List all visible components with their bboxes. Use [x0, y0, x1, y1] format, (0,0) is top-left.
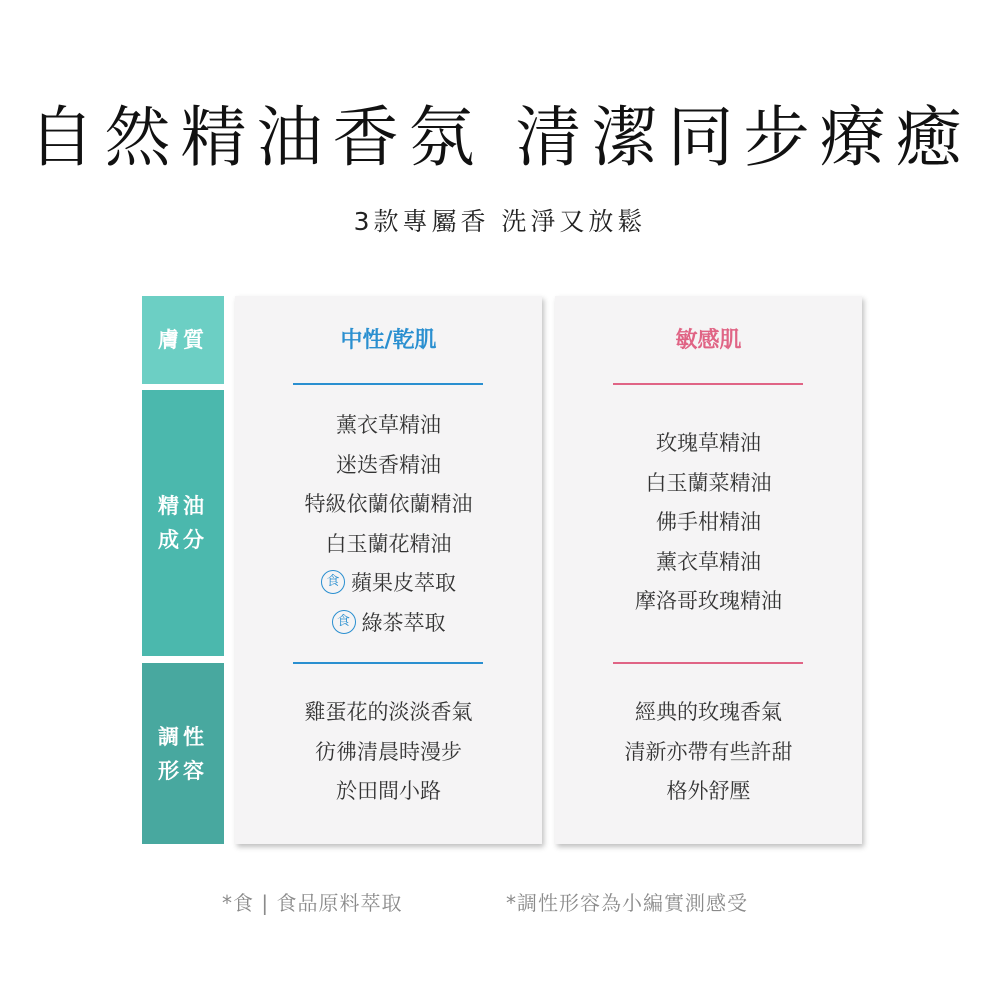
column-sensitive-skin	[555, 296, 862, 844]
footnote-scent-note: *調性形容為小編實測感受	[506, 891, 748, 915]
list-item: 彷彿清晨時漫步	[315, 739, 462, 764]
oil-list	[555, 424, 862, 622]
oil-name: 薰衣草精油	[336, 413, 441, 437]
list-item: 清新亦帶有些許甜	[624, 739, 793, 764]
footnote-food-grade: *食 | 食品原料萃取	[222, 891, 403, 915]
food-grade-icon: 食	[321, 570, 345, 594]
row-label-scent-line-1: 調性	[158, 724, 208, 749]
headline: 自然精油香氛 清潔同步療癒	[28, 99, 972, 176]
oil-name: 白玉蘭花精油	[325, 531, 452, 556]
list-item	[235, 564, 542, 604]
column-title: 敏感肌	[675, 328, 742, 353]
list-item	[235, 406, 542, 446]
list-item: 白玉蘭菜精油	[645, 470, 772, 495]
divider	[293, 383, 483, 385]
list-item	[235, 604, 542, 644]
list-item: 玫瑰草精油	[656, 431, 761, 455]
oil-name: 迷迭香精油	[336, 452, 441, 477]
divider	[613, 383, 803, 385]
list-item: 格外舒壓	[666, 779, 751, 803]
subheadline: 3款專屬香 洗淨又放鬆	[353, 207, 647, 236]
row-label-oils-line-1: 精油	[158, 494, 208, 518]
list-item: 薰衣草精油	[656, 549, 761, 574]
scent-description	[235, 693, 542, 812]
oil-name: 綠茶萃取	[361, 610, 446, 635]
row-label-oils	[142, 390, 224, 656]
food-grade-icon: 食	[332, 610, 356, 634]
row-label-scent-line-2: 形容	[158, 758, 208, 783]
oil-name: 特級依蘭依蘭精油	[304, 492, 473, 516]
column-title: 中性/乾肌	[340, 328, 437, 353]
divider	[293, 662, 483, 664]
row-label-scent	[142, 663, 224, 844]
oil-name: 蘋果皮萃取	[351, 571, 456, 595]
row-label-skin	[142, 296, 224, 384]
list-item	[235, 446, 542, 486]
divider	[613, 662, 803, 664]
list-item: 摩洛哥玫瑰精油	[635, 589, 782, 613]
row-label-skin-text: 膚質	[158, 328, 208, 352]
list-item: 於田間小路	[336, 779, 441, 803]
list-item: 經典的玫瑰香氣	[635, 700, 782, 724]
list-item: 佛手柑精油	[656, 510, 761, 534]
list-item	[235, 485, 542, 525]
list-item	[235, 525, 542, 565]
scent-description	[555, 693, 862, 812]
column-normal-dry-skin	[235, 296, 542, 844]
list-item: 雞蛋花的淡淡香氣	[304, 700, 473, 724]
row-label-oils-line-2: 成分	[158, 528, 208, 552]
oil-list	[235, 406, 542, 643]
